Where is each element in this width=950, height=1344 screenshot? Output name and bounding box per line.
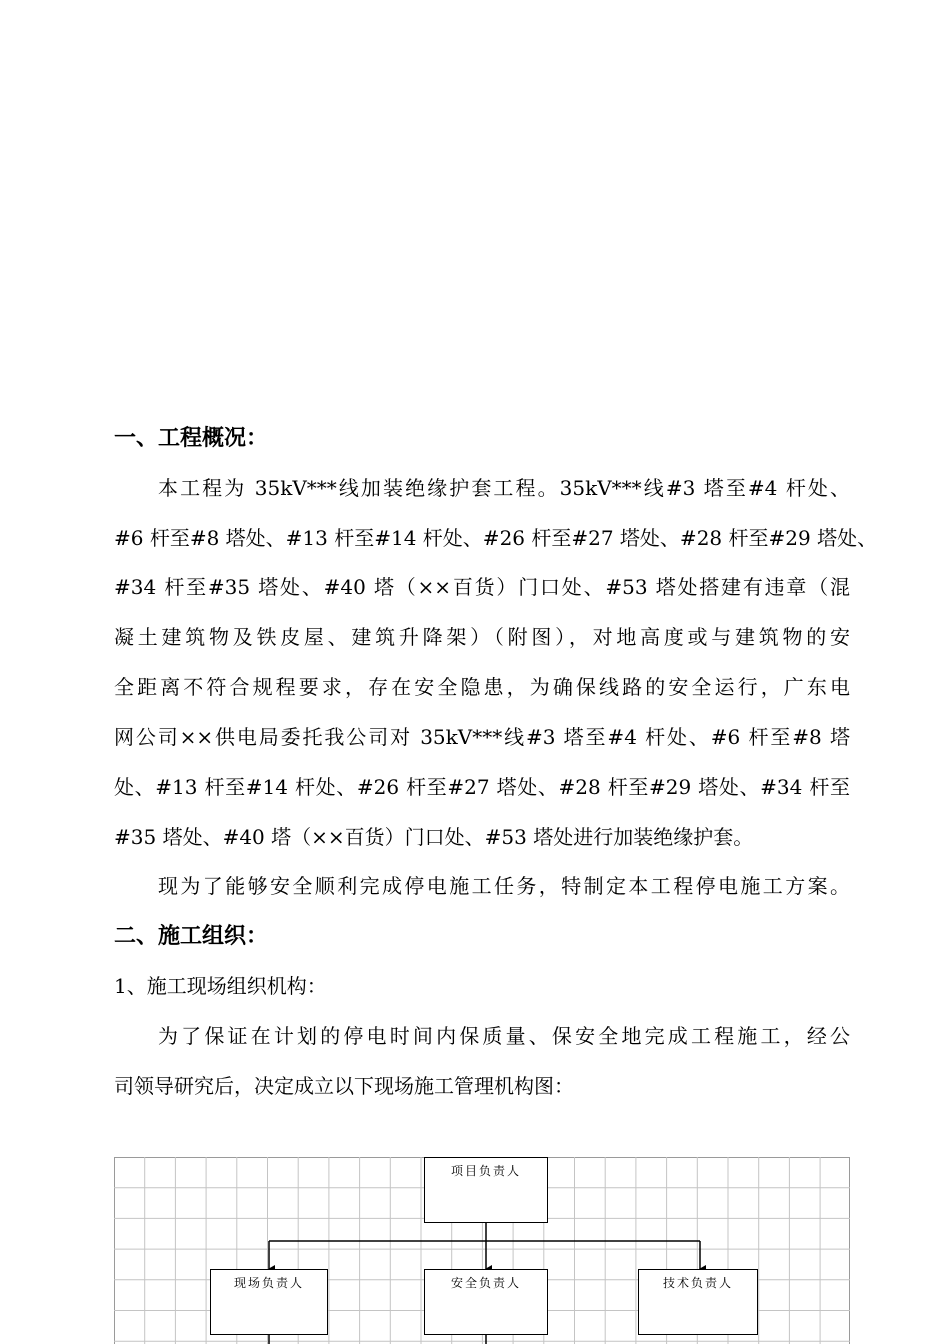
paragraph-line: 处、#13 杆至#14 杆处、#26 杆至#27 塔处、#28 杆至#29 塔处、#34 杆至	[114, 775, 850, 799]
paragraph-line: #34 杆至#35 塔处、#40 塔（××百货）门口处、#53 塔处搭建有违章（混	[114, 575, 850, 599]
paragraph-line: 司领导研究后，决定成立以下现场施工管理机构图：	[114, 1074, 574, 1098]
section-heading-overview: 一、工程概况：	[114, 426, 269, 451]
section-heading-organization: 二、施工组织：	[114, 924, 269, 949]
paragraph-purpose: 现为了能够安全顺利完成停电施工任务，特制定本工程停电施工方案。	[158, 874, 850, 898]
org-box-technical-lead: 技术负责人	[638, 1269, 758, 1335]
paragraph-line: #35 塔处、#40 塔（××百货）门口处、#53 塔处进行加装绝缘护套。	[114, 825, 754, 849]
org-box-safety-lead: 安全负责人	[424, 1269, 548, 1335]
paragraph-line: 网公司××供电局委托我公司对 35kV***线#3 塔至#4 杆处、#6 杆至#8 塔	[114, 725, 850, 749]
subheading-site-organization: 1、施工现场组织机构：	[114, 974, 327, 998]
org-box-site-lead: 现场负责人	[210, 1269, 328, 1335]
paragraph-line: 凝土建筑物及铁皮屋、建筑升降架）（附图），对地高度或与建筑物的安	[114, 625, 850, 649]
paragraph-line: 本工程为 35kV***线加装绝缘护套工程。35kV***线#3 塔至#4 杆处、	[158, 476, 850, 500]
org-chart	[114, 1157, 850, 1344]
paragraph-line: 为了保证在计划的停电时间内保质量、保安全地完成工程施工，经公	[158, 1024, 850, 1048]
paragraph-line: 全距离不符合规程要求，存在安全隐患，为确保线路的安全运行，广东电	[114, 675, 850, 699]
paragraph-line: #6 杆至#8 塔处、#13 杆至#14 杆处、#26 杆至#27 塔处、#28 杆至#29 塔处、	[114, 526, 878, 550]
org-box-project-lead: 项目负责人	[424, 1157, 548, 1223]
